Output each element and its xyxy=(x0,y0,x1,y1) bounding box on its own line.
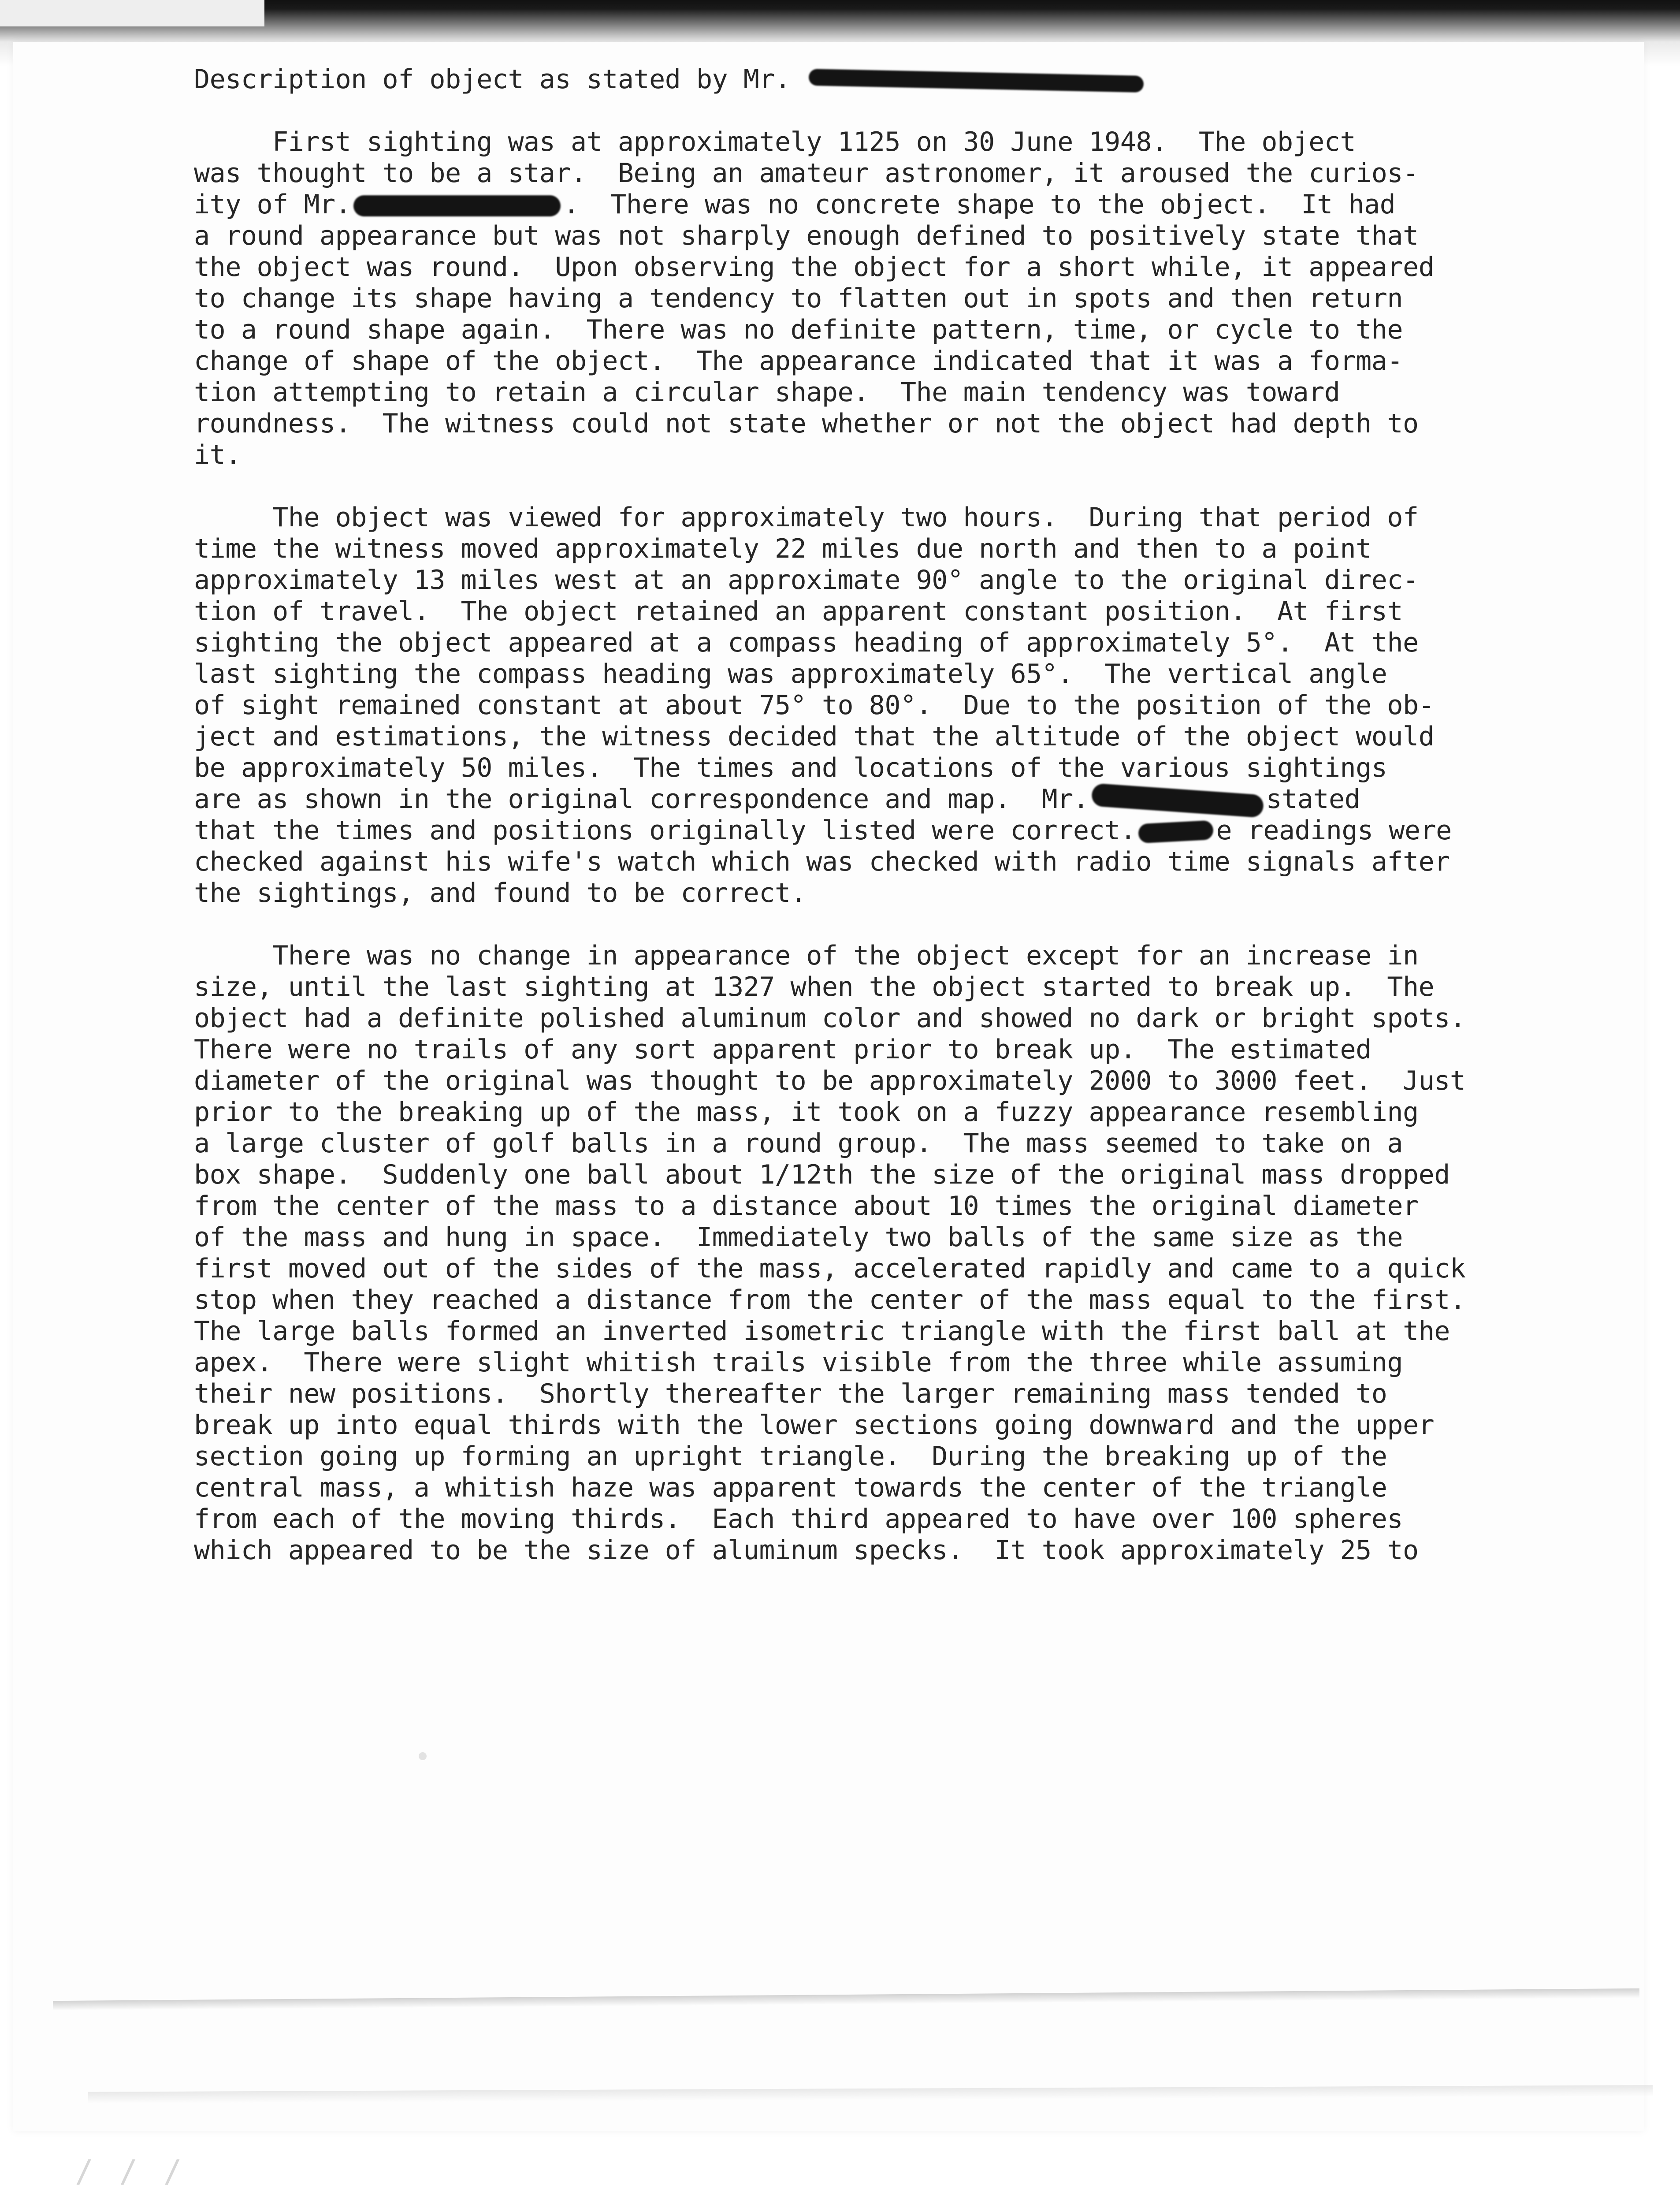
text-fragment: are as shown in the original correspondence and map. Mr. xyxy=(194,784,1089,815)
text-line: it. xyxy=(194,439,241,470)
text-line: checked against his wife's watch which was checked with radio time signals after xyxy=(194,846,1450,877)
text-line: First sighting was at approximately 1125 on 30 June 1948. The object xyxy=(194,127,1356,157)
text-line: sighting the object appeared at a compass heading of approximately 5°. At the xyxy=(194,627,1419,658)
text-line: was thought to be a star. Being an amateur astronomer, it aroused the curios- xyxy=(194,158,1419,189)
text-line: a large cluster of golf balls in a round group. The mass seemed to take on a xyxy=(194,1128,1403,1159)
text-line: stop when they reached a distance from the center of the mass equal to the first. xyxy=(194,1284,1466,1315)
text-line: There was no change in appearance of the object except for an increase in xyxy=(194,940,1419,971)
paragraph-viewing-period xyxy=(194,502,1516,909)
document-heading xyxy=(194,64,1516,95)
text-line: break up into equal thirds with the lower sections going downward and the upper xyxy=(194,1410,1435,1441)
text-line: size, until the last sighting at 1327 when the object started to break up. The xyxy=(194,972,1435,1002)
text-line: ject and estimations, the witness decided that the altitude of the object would xyxy=(194,721,1435,752)
paper-speck xyxy=(419,1752,427,1760)
redaction-mark xyxy=(1091,783,1264,818)
text-fragment: . There was no concrete shape to the object. It had xyxy=(563,189,1396,220)
text-line: to change its shape having a tendency to flatten out in spots and then return xyxy=(194,283,1403,314)
text-line: tion of travel. The object retained an apparent constant position. At first xyxy=(194,596,1403,627)
typewritten-document xyxy=(194,64,1516,1566)
text-line: which appeared to be the size of aluminum specks. It took approximately 25 to xyxy=(194,1535,1419,1566)
text-line: time the witness moved approximately 22 miles due north and then to a point xyxy=(194,533,1372,564)
text-line: roundness. The witness could not state whether or not the object had depth to xyxy=(194,408,1419,439)
text-line: first moved out of the sides of the mass, accelerated rapidly and came to a quick xyxy=(194,1253,1466,1284)
text-fragment: ity of Mr. xyxy=(194,189,351,220)
text-line: from each of the moving thirds. Each third appeared to have over 100 spheres xyxy=(194,1504,1403,1534)
text-line: the object was round. Upon observing the object for a short while, it appeared xyxy=(194,252,1435,283)
text-line: tion attempting to retain a circular shape. The main tendency was toward xyxy=(194,377,1340,408)
text-line: The large balls formed an inverted isometric triangle with the first ball at the xyxy=(194,1316,1450,1347)
text-line: a round appearance but was not sharply enough defined to positively state that xyxy=(194,220,1419,251)
redaction-mark xyxy=(809,69,1144,93)
text-line: of the mass and hung in space. Immediately two balls of the same size as the xyxy=(194,1222,1403,1253)
text-line: from the center of the mass to a distance about 10 times the original diameter xyxy=(194,1191,1419,1221)
text-line: be approximately 50 miles. The times and locations of the various sightings xyxy=(194,752,1387,783)
text-fragment: that the times and positions originally listed were correct. xyxy=(194,815,1136,846)
redaction-mark xyxy=(353,195,561,216)
text-line: of sight remained constant at about 75° to 80°. Due to the position of the ob- xyxy=(194,690,1435,721)
text-line: The object was viewed for approximately two hours. During that period of xyxy=(194,502,1419,533)
paragraph-first-sighting xyxy=(194,127,1516,471)
text-line: to a round shape again. There was no definite pattern, time, or cycle to the xyxy=(194,314,1403,345)
text-line: their new positions. Shortly thereafter the larger remaining mass tended to xyxy=(194,1378,1387,1409)
text-line: object had a definite polished aluminum color and showed no dark or bright spots. xyxy=(194,1003,1466,1034)
paragraph-break-up xyxy=(194,940,1516,1566)
text-line: change of shape of the object. The appearance indicated that it was a forma- xyxy=(194,346,1403,376)
text-line-with-redaction xyxy=(194,189,1516,220)
redaction-mark xyxy=(1138,820,1214,844)
text-fragment: e readings were xyxy=(1216,815,1452,846)
text-line-with-redaction xyxy=(194,815,1516,846)
text-line: diameter of the original was thought to be approximately 2000 to 3000 feet. Just xyxy=(194,1065,1466,1096)
text-line: central mass, a whitish haze was apparent towards the center of the triangle xyxy=(194,1472,1387,1503)
text-line: There were no trails of any sort apparent prior to break up. The estimated xyxy=(194,1034,1372,1065)
text-line: last sighting the compass heading was approximately 65°. The vertical angle xyxy=(194,659,1387,689)
text-line: section going up forming an upright triangle. During the breaking up of the xyxy=(194,1441,1387,1472)
text-fragment: stated xyxy=(1266,784,1360,815)
text-line-with-redaction xyxy=(194,784,1516,815)
text-line: the sightings, and found to be correct. xyxy=(194,878,807,908)
film-edge-notch xyxy=(0,0,264,26)
text-line: apex. There were slight whitish trails visible from the three while assuming xyxy=(194,1347,1403,1378)
text-line: prior to the breaking up of the mass, it took on a fuzzy appearance resembling xyxy=(194,1097,1419,1128)
margin-marks: / / / xyxy=(75,2153,186,2189)
text-line: approximately 13 miles west at an approximate 90° angle to the original direc- xyxy=(194,565,1419,596)
heading-text: Description of object as stated by Mr. xyxy=(194,64,791,95)
text-line: box shape. Suddenly one ball about 1/12th the size of the original mass dropped xyxy=(194,1159,1450,1190)
